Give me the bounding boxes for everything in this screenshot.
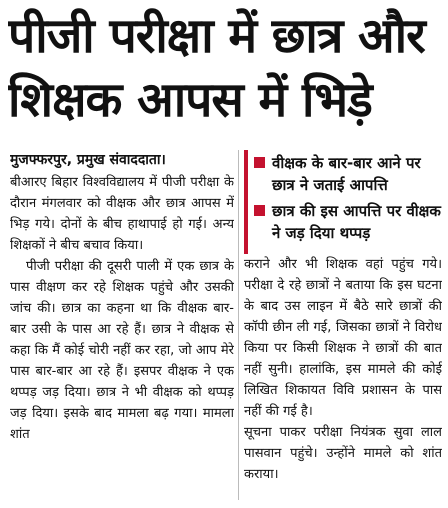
headline-line-1: पीजी परीक्षा में छात्र और [8, 8, 425, 64]
headline-line-2: शिक्षक आपस में भिड़े [8, 72, 372, 128]
highlight-box [244, 150, 442, 254]
article-paragraph: बीआरए बिहार विश्वविद्यालय में पीजी परीक्षा के दौरान मंगलवार को वीक्षक और छात्र आपस में भिड़ गये। दोनों के बीच हाथापाई हो गई। अन्य शिक्षकों ने बीच बचाव किया। [10, 175, 234, 253]
square-bullet-icon [254, 157, 265, 168]
highlight-item [254, 152, 442, 196]
highlight-text: वीक्षक के बार-बार आने पर छात्र ने जताई आपत्ति [272, 154, 421, 194]
article-paragraph: कराने और भी शिक्षक वहां पहुंच गये। परीक्षा दे रहे छात्रों ने बताया कि इस घटना के बाद उस लाइन में बैठे सारे छात्रों की कॉपी छीन ली गई, जिसका छात्रों ने विरोध किया पर किसी शिक्षक ने छात्रों की बात नहीं सुनी। हालांकि, इस मामले की कोई लिखित शिकायत विवि प्रशासन के पास नहीं की गई है। [244, 257, 442, 419]
highlight-text: छात्र की इस आपत्ति पर वीक्षक ने जड़ दिया थप्पड़ [272, 202, 441, 242]
right-column [244, 150, 442, 500]
left-column [10, 150, 234, 500]
article-paragraph: पीजी परीक्षा की दूसरी पाली में एक छात्र के पास वीक्षण कर रहे शिक्षक पहुंचे और उसकी जांच की। छात्र का कहना था कि वीक्षक बार-बार उसी के पास आ रहे हैं। छात्र ने वीक्षक से कहा कि मैं कोई चोरी नहीं कर रहा, जो आप मेरे पास बार-बार आ रहे हैं। इसपर वीक्षक ने एक थप्पड़ जड़ दिया। छात्र ने भी वीक्षक को थप्पड़ जड़ दिया। इसके बाद मामला बढ़ गया। मामला शांत [10, 259, 234, 442]
byline: मुजफ्फरपुर, प्रमुख संवाददाता। [10, 152, 166, 168]
square-bullet-icon [254, 205, 265, 216]
column-divider [238, 150, 239, 500]
highlight-item [254, 200, 442, 244]
article-paragraph: सूचना पाकर परीक्षा नियंत्रक सुवा लाल पासवान पहुंचे। उन्होंने मामले को शांत कराया। [244, 425, 442, 482]
